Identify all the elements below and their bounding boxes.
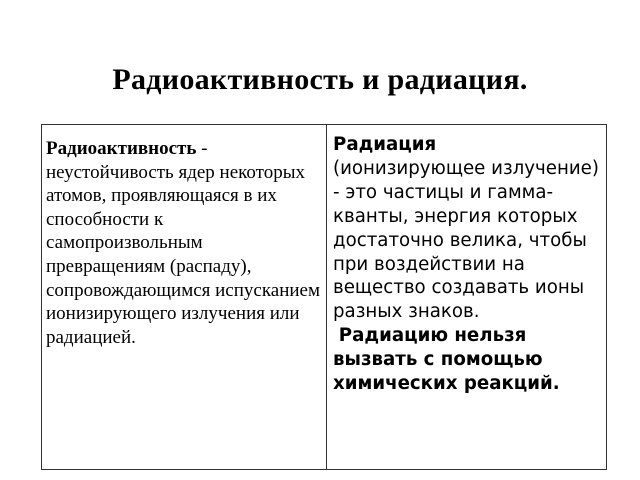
radioactivity-term: Радиоактивность	[46, 138, 197, 159]
radiation-definition: (ионизирующее излучение) - это частицы и гамма-кванты, энергия которых достаточно велика, чтобы при воздействии на вещество создавать ионы разных знаков.	[333, 157, 599, 323]
definitions-table	[41, 124, 607, 470]
radiation-emphasis: Радиацию нельзя вызвать с помощью химических реакций.	[333, 325, 560, 395]
radiation-cell	[327, 125, 606, 469]
slide-title: Радиоактивность и радиация.	[112, 63, 528, 96]
radioactivity-cell	[42, 125, 327, 469]
radioactivity-definition: - неустойчивость ядер некоторых атомов, проявляющаяся в их способности к самопроизвольным превращениям (распаду), сопровождающимся испусканием ионизирующего излучения или радиацией.	[46, 138, 321, 348]
radiation-term: Радиация	[333, 134, 437, 155]
